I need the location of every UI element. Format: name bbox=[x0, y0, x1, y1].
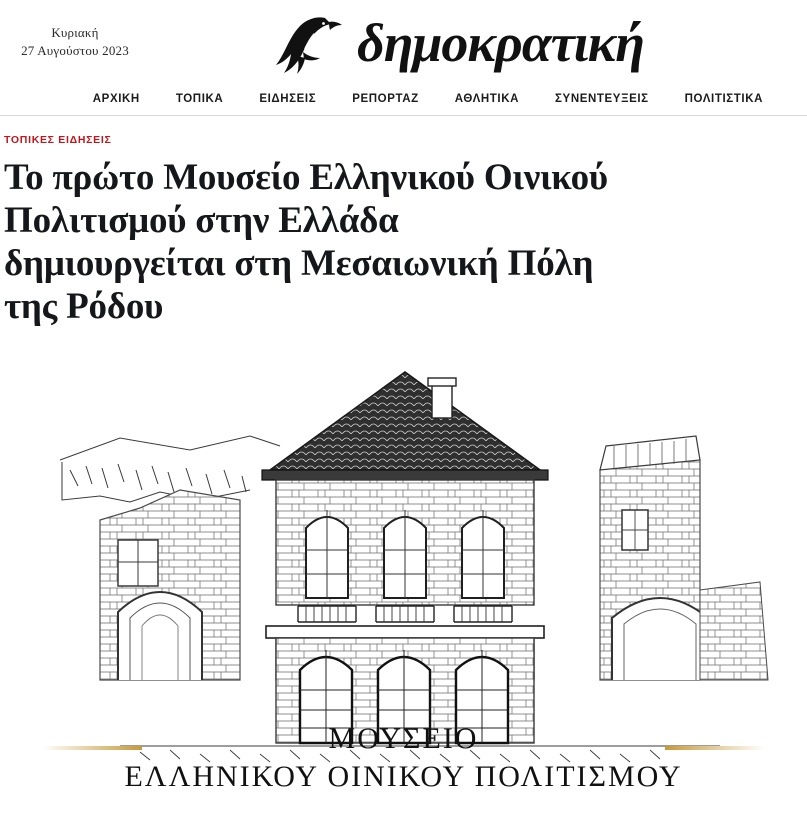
hero-caption bbox=[0, 722, 807, 794]
hero-caption-line1: ΜΟΥΣΕΙΟ bbox=[328, 722, 479, 755]
article-hero-image bbox=[0, 350, 807, 800]
nav-item-athlitika[interactable]: ΑΘΛΗΤΙΚΑ bbox=[454, 92, 520, 105]
article-kicker[interactable]: ΤΟΠΙΚΕΣ ΕΙΔΗΣΕΙΣ bbox=[4, 134, 112, 146]
nav-item-eidiseis[interactable]: ΕΙΔΗΣΕΙΣ bbox=[259, 92, 317, 105]
article-header bbox=[0, 116, 807, 328]
masthead bbox=[0, 0, 807, 82]
nav-item-arxiki[interactable]: ΑΡΧΙΚΗ bbox=[92, 92, 140, 105]
date-full: 27 Αυγούστου 2023 bbox=[21, 43, 129, 58]
site-logo-text: δημοκρατική bbox=[357, 13, 644, 73]
site-logo[interactable] bbox=[150, 8, 807, 76]
hero-caption-line2: ΕΛΛΗΝΙΚΟΥ ΟΙΝΙΚΟΥ ΠΟΛΙΤΙΣΜΟΥ bbox=[124, 760, 683, 793]
date-weekday: Κυριακή bbox=[51, 25, 99, 40]
nav-item-topika[interactable]: ΤΟΠΙΚΑ bbox=[175, 92, 224, 105]
main-navigation bbox=[0, 82, 807, 116]
date-block bbox=[0, 8, 150, 60]
nav-item-synentefxeis[interactable]: ΣΥΝΕΝΤΕΥΞΕΙΣ bbox=[555, 92, 649, 105]
nav-item-reportaz[interactable]: ΡΕΠΟΡΤΑΖ bbox=[352, 92, 419, 105]
dove-bird-icon bbox=[273, 12, 347, 78]
page-title: Το πρώτο Μουσείο Ελληνικού Οινικού Πολιτισμού στην Ελλάδα δημιουργείται στη Μεσαιωνική Πόλη της Ρόδου bbox=[4, 157, 608, 327]
nav-item-politistika[interactable]: ΠΟΛΙΤΙΣΤΙΚΑ bbox=[684, 92, 763, 105]
